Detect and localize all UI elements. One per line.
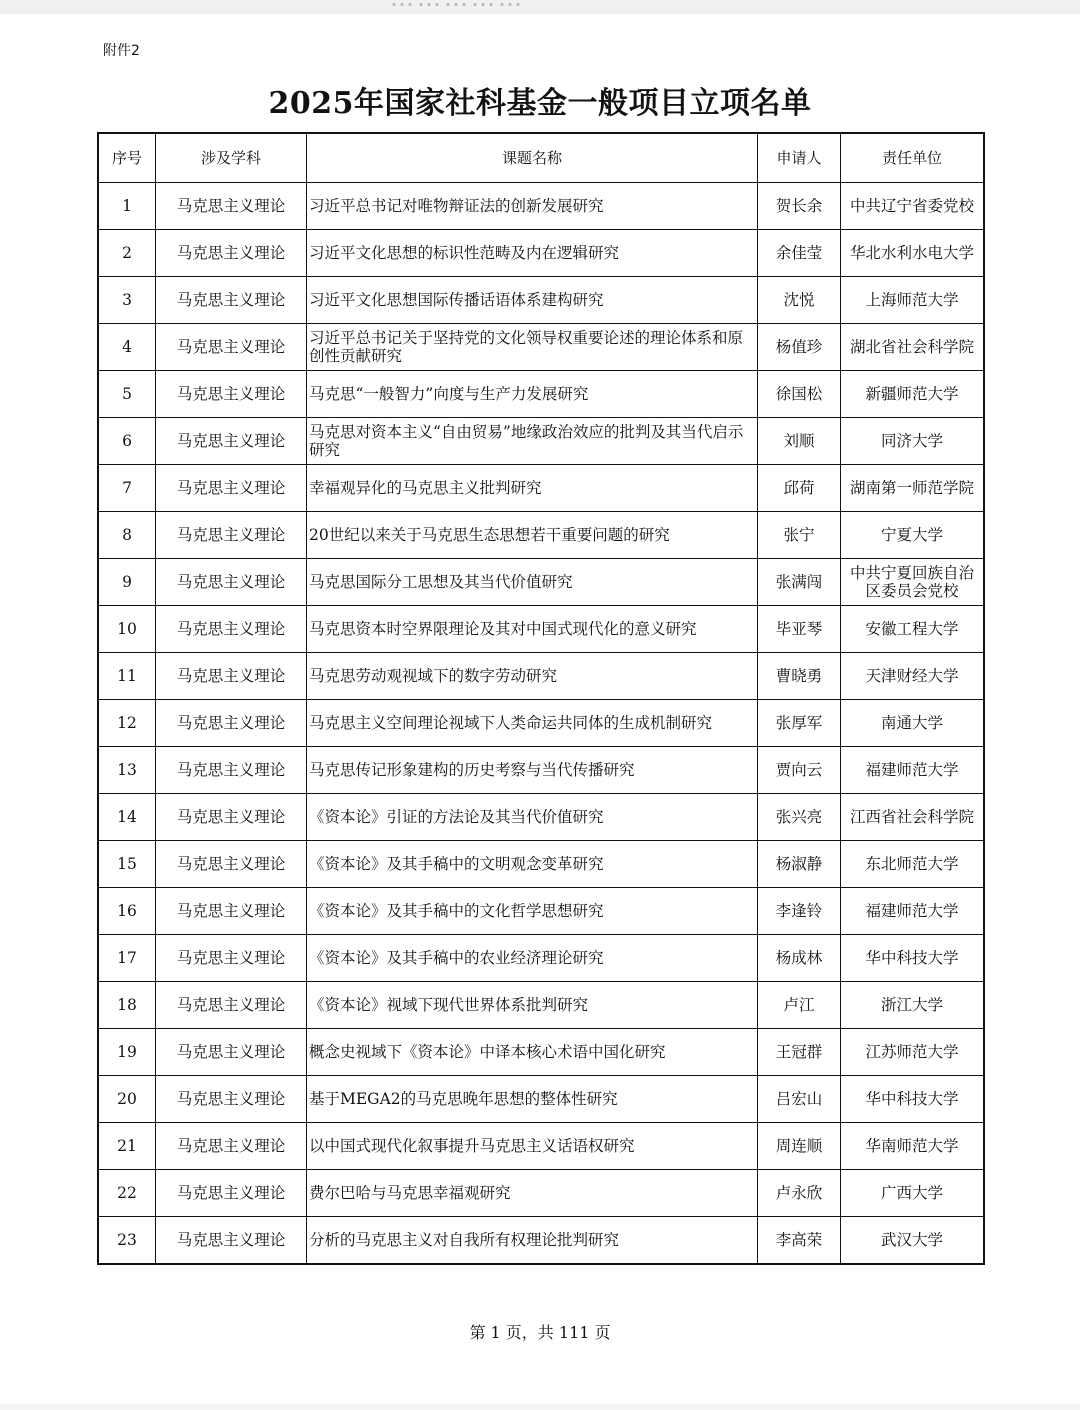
- table-row: [98, 371, 984, 418]
- cell-index: 5: [98, 371, 156, 418]
- table-row: [98, 888, 984, 935]
- cell-project-title: 马克思“一般智力”向度与生产力发展研究: [307, 371, 758, 418]
- cell-index: 14: [98, 794, 156, 841]
- cell-project-title: 分析的马克思主义对自我所有权理论批判研究: [307, 1217, 758, 1265]
- cell-project-title: 《资本论》及其手稿中的农业经济理论研究: [307, 935, 758, 982]
- cell-project-title: 以中国式现代化叙事提升马克思主义话语权研究: [307, 1123, 758, 1170]
- cell-index: 7: [98, 465, 156, 512]
- cell-institution: 宁夏大学: [841, 512, 985, 559]
- table-row: [98, 935, 984, 982]
- cell-project-title: 基于MEGA2的马克思晚年思想的整体性研究: [307, 1076, 758, 1123]
- header-applicant: 申请人: [758, 133, 841, 183]
- cell-discipline: 马克思主义理论: [156, 183, 307, 230]
- cell-discipline: 马克思主义理论: [156, 1123, 307, 1170]
- cell-project-title: 马克思资本时空界限理论及其对中国式现代化的意义研究: [307, 606, 758, 653]
- cell-applicant: 李逢铃: [758, 888, 841, 935]
- cell-applicant: 张厚军: [758, 700, 841, 747]
- cell-project-title: 费尔巴哈与马克思幸福观研究: [307, 1170, 758, 1217]
- cell-discipline: 马克思主义理论: [156, 512, 307, 559]
- table-row: [98, 606, 984, 653]
- cell-index: 22: [98, 1170, 156, 1217]
- cell-project-title: 习近平总书记对唯物辩证法的创新发展研究: [307, 183, 758, 230]
- cell-index: 19: [98, 1029, 156, 1076]
- cell-discipline: 马克思主义理论: [156, 794, 307, 841]
- cell-project-title: 《资本论》视域下现代世界体系批判研究: [307, 982, 758, 1029]
- cell-applicant: 余佳莹: [758, 230, 841, 277]
- cell-institution: 湖南第一师范学院: [841, 465, 985, 512]
- table-row: [98, 512, 984, 559]
- table-header-row: [98, 133, 984, 183]
- cell-discipline: 马克思主义理论: [156, 653, 307, 700]
- table-row: [98, 465, 984, 512]
- table-row: [98, 653, 984, 700]
- cell-applicant: 卢永欣: [758, 1170, 841, 1217]
- table-row: [98, 841, 984, 888]
- table-row: [98, 183, 984, 230]
- cell-index: 11: [98, 653, 156, 700]
- table-row: [98, 559, 984, 606]
- cell-index: 10: [98, 606, 156, 653]
- cell-project-title: 《资本论》引证的方法论及其当代价值研究: [307, 794, 758, 841]
- cell-discipline: 马克思主义理论: [156, 559, 307, 606]
- cell-discipline: 马克思主义理论: [156, 606, 307, 653]
- cell-project-title: 习近平文化思想国际传播话语体系建构研究: [307, 277, 758, 324]
- cell-index: 12: [98, 700, 156, 747]
- cell-project-title: 《资本论》及其手稿中的文化哲学思想研究: [307, 888, 758, 935]
- cell-applicant: 张兴亮: [758, 794, 841, 841]
- cell-applicant: 杨值珍: [758, 324, 841, 371]
- cell-institution: 安徽工程大学: [841, 606, 985, 653]
- attachment-label: 附件2: [103, 43, 140, 59]
- cell-index: 1: [98, 183, 156, 230]
- cell-project-title: 习近平文化思想的标识性范畴及内在逻辑研究: [307, 230, 758, 277]
- cell-discipline: 马克思主义理论: [156, 1076, 307, 1123]
- cell-index: 9: [98, 559, 156, 606]
- cell-discipline: 马克思主义理论: [156, 982, 307, 1029]
- cell-institution: 新疆师范大学: [841, 371, 985, 418]
- cell-discipline: 马克思主义理论: [156, 888, 307, 935]
- table-body: [98, 183, 984, 1265]
- cell-applicant: 沈悦: [758, 277, 841, 324]
- document-page: [0, 14, 1080, 1404]
- cell-discipline: 马克思主义理论: [156, 841, 307, 888]
- cell-applicant: 吕宏山: [758, 1076, 841, 1123]
- cell-institution: 湖北省社会科学院: [841, 324, 985, 371]
- cell-index: 2: [98, 230, 156, 277]
- cell-index: 18: [98, 982, 156, 1029]
- cell-index: 21: [98, 1123, 156, 1170]
- cell-institution: 天津财经大学: [841, 653, 985, 700]
- cell-institution: 江苏师范大学: [841, 1029, 985, 1076]
- cell-discipline: 马克思主义理论: [156, 935, 307, 982]
- cell-project-title: 习近平总书记关于坚持党的文化领导权重要论述的理论体系和原创性贡献研究: [307, 324, 758, 371]
- cell-institution: 福建师范大学: [841, 888, 985, 935]
- cell-project-title: 《资本论》及其手稿中的文明观念变革研究: [307, 841, 758, 888]
- cell-institution: 上海师范大学: [841, 277, 985, 324]
- cell-project-title: 马克思对资本主义“自由贸易”地缘政治效应的批判及其当代启示研究: [307, 418, 758, 465]
- cell-applicant: 周连顺: [758, 1123, 841, 1170]
- page-footer: 第 1 页，共 111 页: [469, 1323, 611, 1342]
- cell-project-title: 马克思传记形象建构的历史考察与当代传播研究: [307, 747, 758, 794]
- cell-project-title: 概念史视域下《资本论》中译本核心术语中国化研究: [307, 1029, 758, 1076]
- cell-discipline: 马克思主义理论: [156, 465, 307, 512]
- header-index: 序号: [98, 133, 156, 183]
- table-row: [98, 1217, 984, 1265]
- table-row: [98, 982, 984, 1029]
- cell-applicant: 王冠群: [758, 1029, 841, 1076]
- cell-institution: 广西大学: [841, 1170, 985, 1217]
- cell-index: 8: [98, 512, 156, 559]
- cell-discipline: 马克思主义理论: [156, 230, 307, 277]
- header-project-title: 课题名称: [307, 133, 758, 183]
- cell-discipline: 马克思主义理论: [156, 277, 307, 324]
- cell-index: 20: [98, 1076, 156, 1123]
- cell-index: 15: [98, 841, 156, 888]
- table-row: [98, 700, 984, 747]
- cell-index: 4: [98, 324, 156, 371]
- cell-discipline: 马克思主义理论: [156, 1217, 307, 1265]
- cell-discipline: 马克思主义理论: [156, 324, 307, 371]
- table-row: [98, 1170, 984, 1217]
- cell-applicant: 毕亚琴: [758, 606, 841, 653]
- cell-index: 13: [98, 747, 156, 794]
- cell-applicant: 卢江: [758, 982, 841, 1029]
- table-row: [98, 230, 984, 277]
- table-row: [98, 1029, 984, 1076]
- table-row: [98, 418, 984, 465]
- table-row: [98, 1123, 984, 1170]
- cell-applicant: 曹晓勇: [758, 653, 841, 700]
- cell-applicant: 徐国松: [758, 371, 841, 418]
- page-title: 2025年国家社科基金一般项目立项名单: [268, 86, 812, 121]
- table-row: [98, 277, 984, 324]
- cell-project-title: 马克思国际分工思想及其当代价值研究: [307, 559, 758, 606]
- cell-applicant: 贺长余: [758, 183, 841, 230]
- header-discipline: 涉及学科: [156, 133, 307, 183]
- cell-institution: 华中科技大学: [841, 935, 985, 982]
- cell-index: 3: [98, 277, 156, 324]
- cell-applicant: 贾向云: [758, 747, 841, 794]
- cell-index: 17: [98, 935, 156, 982]
- cell-discipline: 马克思主义理论: [156, 1170, 307, 1217]
- header-institution: 责任单位: [841, 133, 985, 183]
- cell-institution: 浙江大学: [841, 982, 985, 1029]
- table-row: [98, 1076, 984, 1123]
- cell-institution: 华中科技大学: [841, 1076, 985, 1123]
- cell-discipline: 马克思主义理论: [156, 747, 307, 794]
- cell-institution: 中共辽宁省委党校: [841, 183, 985, 230]
- cell-discipline: 马克思主义理论: [156, 1029, 307, 1076]
- cell-project-title: 马克思主义空间理论视域下人类命运共同体的生成机制研究: [307, 700, 758, 747]
- cell-applicant: 张满闯: [758, 559, 841, 606]
- table-row: [98, 794, 984, 841]
- cell-institution: 南通大学: [841, 700, 985, 747]
- cell-institution: 中共宁夏回族自治区委员会党校: [841, 559, 985, 606]
- cell-applicant: 邱荷: [758, 465, 841, 512]
- cell-project-title: 马克思劳动观视域下的数字劳动研究: [307, 653, 758, 700]
- cell-index: 6: [98, 418, 156, 465]
- cell-applicant: 李高荣: [758, 1217, 841, 1265]
- cell-institution: 福建师范大学: [841, 747, 985, 794]
- cell-index: 16: [98, 888, 156, 935]
- cell-project-title: 幸福观异化的马克思主义批判研究: [307, 465, 758, 512]
- project-table: [97, 132, 985, 1265]
- cell-discipline: 马克思主义理论: [156, 700, 307, 747]
- cell-project-title: 20世纪以来关于马克思生态思想若干重要问题的研究: [307, 512, 758, 559]
- cell-applicant: 杨成林: [758, 935, 841, 982]
- cell-index: 23: [98, 1217, 156, 1265]
- previous-page-edge: [0, 0, 1080, 14]
- previous-page-text: [390, 0, 525, 12]
- cell-applicant: 杨淑静: [758, 841, 841, 888]
- cell-institution: 武汉大学: [841, 1217, 985, 1265]
- cell-discipline: 马克思主义理论: [156, 371, 307, 418]
- cell-institution: 同济大学: [841, 418, 985, 465]
- table-row: [98, 324, 984, 371]
- cell-applicant: 刘顺: [758, 418, 841, 465]
- cell-institution: 华北水利水电大学: [841, 230, 985, 277]
- cell-institution: 华南师范大学: [841, 1123, 985, 1170]
- cell-applicant: 张宁: [758, 512, 841, 559]
- cell-institution: 东北师范大学: [841, 841, 985, 888]
- cell-institution: 江西省社会科学院: [841, 794, 985, 841]
- cell-discipline: 马克思主义理论: [156, 418, 307, 465]
- table-row: [98, 747, 984, 794]
